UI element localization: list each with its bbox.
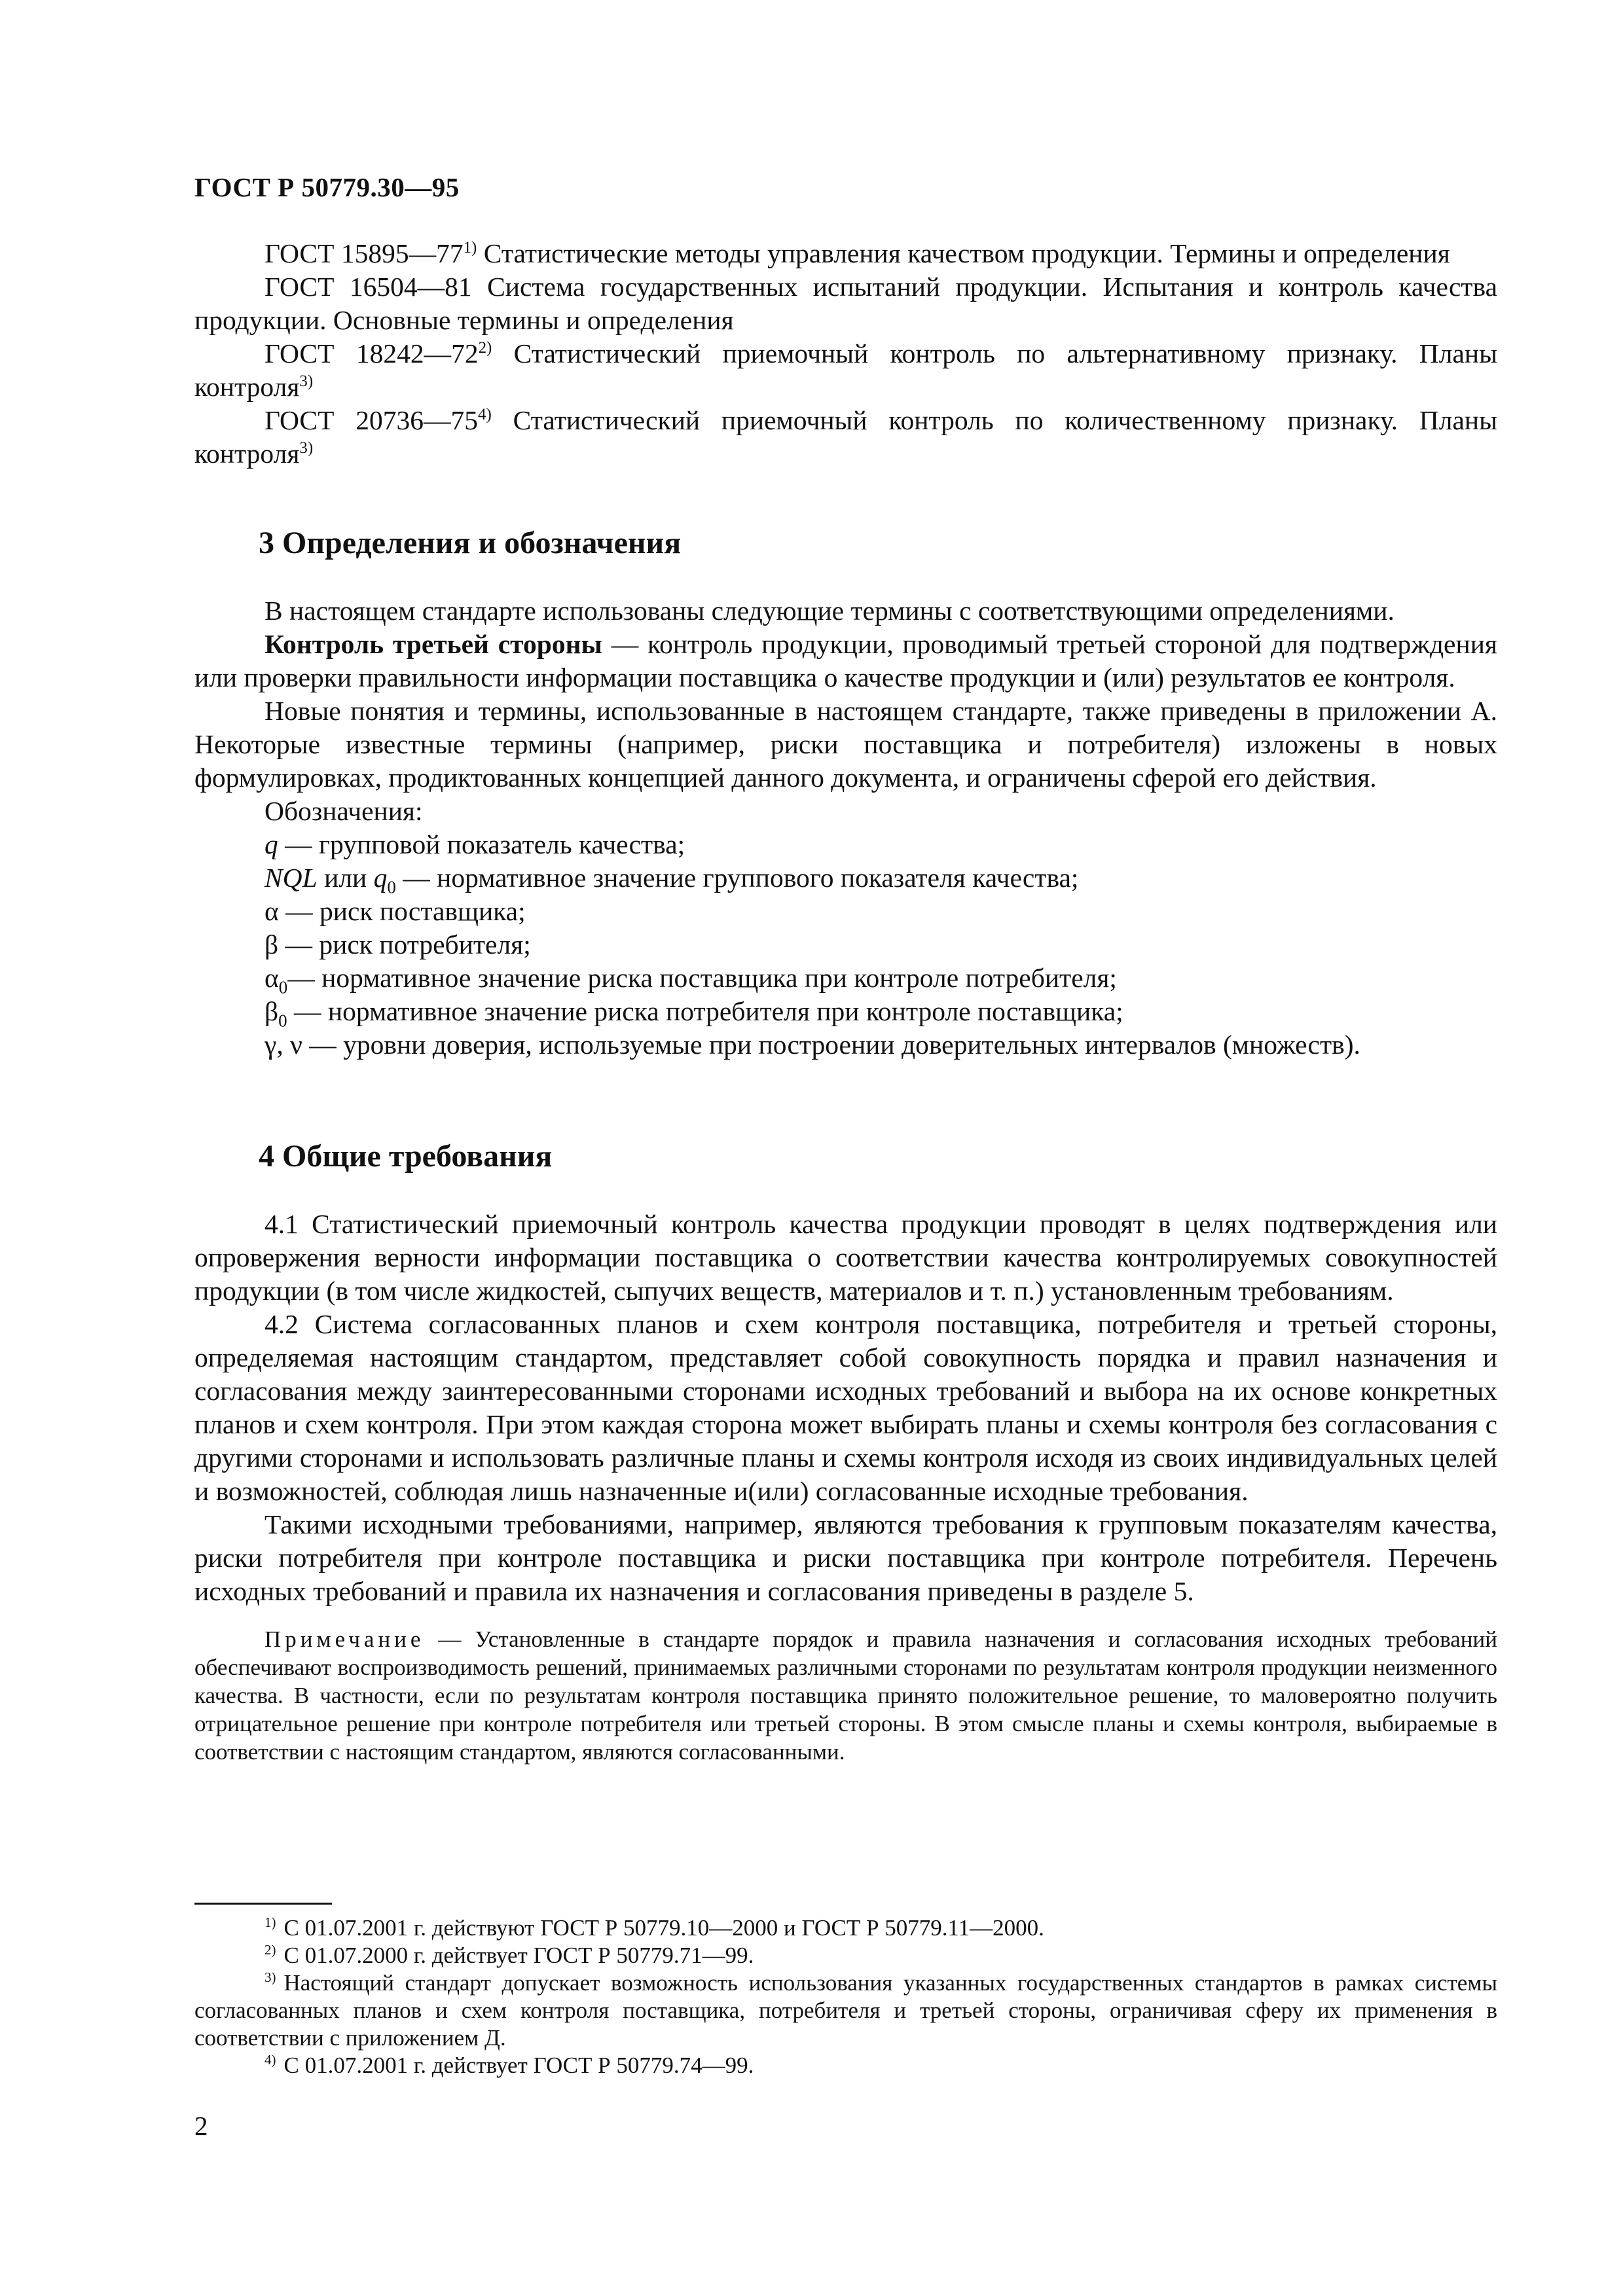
- footnote-separator: [194, 1903, 332, 1905]
- term-definition: Контроль третьей стороны — контроль продукции, проводимый третьей стороной для подтверждения или проверки правильности информации поставщика о качестве продукции и (или) результатов ее контроля.: [194, 629, 1497, 692]
- footnote: $^{1)}$ С 01.07.2001 г. действуют ГОСТ Р 50779.10—2000 и ГОСТ Р 50779.11—2000.: [264, 1914, 1044, 1941]
- paragraph: Новые понятия и термины, использованные в настоящем стандарте, также приведены в приложении А. Некоторые известные термины (например, риски поставщика и потребителя) изложены в новых формулировках, продиктованных концепцией данного документа, и ограничены сферой его действия.: [194, 696, 1497, 793]
- symbol-line: γ, ν — уровни доверия, используемые при построении доверительных интервалов (множеств).: [264, 1030, 1360, 1060]
- section-heading: 3 Определения и обозначения: [259, 526, 682, 560]
- running-header: ГОСТ Р 50779.30—95: [194, 172, 460, 202]
- symbol-line: α — риск поставщика;: [264, 896, 526, 926]
- paragraph: Такими исходными требованиями, например, являются требования к групповым показателям качества, риски потребителя при контроле поставщика и риски поставщика при контроле потребителя. Перечень исходных требований и правила их назначения и согласования приведены в разделе 5.: [194, 1509, 1497, 1606]
- reference-item: ГОСТ 20736—75$^{4)}$ Статистический приемочный контроль по количественному признаку. Планы контроля$^{3)}$: [194, 405, 1497, 469]
- footnotes: [194, 1914, 1497, 2079]
- section-3: [194, 524, 1497, 1062]
- paragraph: 4.1 Статистический приемочный контроль качества продукции проводят в целях подтверждения или опровержения верности информации поставщика о соответствии качества контролируемых совокупностей продукции (в том числе жидкостей, сыпучих веществ, материалов и т. п.) установленным требованиям.: [194, 1209, 1497, 1306]
- page-number: 2: [194, 2111, 208, 2141]
- symbol-line: q — групповой показатель качества;: [264, 829, 685, 859]
- symbol-line: β — риск потребителя;: [264, 929, 531, 960]
- paragraph: 4.2 Система согласованных планов и схем контроля поставщика, потребителя и третьей стороны, определяемая настоящим стандартом, представляет собой совокупность порядка и правил назначения и согласования между заинтересованными сторонами исходных требований и выбора на их основе конкретных планов и схем контроля. При этом каждая сторона может выбирать планы и схемы контроля без согласования с другими сторонами и использовать различные планы и схемы контроля исходя из своих индивидуальных целей и возможностей, соблюдая лишь назначенные и(или) согласованные исходные требования.: [194, 1309, 1497, 1506]
- reference-item: ГОСТ 15895—77$^{1)}$ Статистические методы управления качеством продукции. Термины и определения: [264, 238, 1450, 268]
- normative-references: [194, 237, 1497, 471]
- symbol-line: $\beta_0$ — нормативное значение риска потребителя при контроле поставщика;: [264, 996, 1123, 1031]
- reference-item: ГОСТ 18242—72$^{2)}$ Статистический приемочный контроль по альтернативному признаку. Планы контроля$^{3)}$: [194, 338, 1497, 402]
- note-label: Примечание: [264, 1626, 425, 1652]
- footnote: $^{4)}$ С 01.07.2001 г. действует ГОСТ Р 50779.74—99.: [264, 2052, 754, 2078]
- note: Примечание — Установленные в стандарте порядок и правила назначения и согласования исходных требований обеспечивают воспроизводимость решений, принимаемых различными сторонами по результатам контроля продукции неизменного качества. В частности, если по результатам контроля поставщика принято положительное решение, то маловероятно получить отрицательное решение при контроле потребителя или третьей стороны. В этом смысле планы и схемы контроля, выбираемые в соответствии с настоящим стандартом, являются согласованными.: [194, 1626, 1497, 1765]
- symbol-line: $\alpha_0—$ нормативное значение риска поставщика при контроле потребителя;: [264, 963, 1117, 997]
- symbol-line: NQL или $q_0$ — нормативное значение группового показателя качества;: [264, 863, 1079, 897]
- section-heading: 4 Общие требования: [259, 1139, 553, 1174]
- term: Контроль третьей стороны: [264, 629, 602, 659]
- reference-item: ГОСТ 16504—81 Система государственных испытаний продукции. Испытания и контроль качества продукции. Основные термины и определения: [194, 272, 1498, 335]
- footnote: $^{3)}$ Настоящий стандарт допускает возможность использования указанных государственных стандартов в рамках системы согласованных планов и схем контроля поставщика, потребителя и третьей стороны, ограничивая сферу их применения в соответствии с приложением Д.: [194, 1969, 1497, 2051]
- paragraph: В настоящем стандарте использованы следующие термины с соответствующими определениями.: [264, 596, 1395, 626]
- section-4: [194, 1137, 1497, 1766]
- footnote: $^{2)}$ С 01.07.2000 г. действует ГОСТ Р 50779.71—99.: [264, 1942, 754, 1968]
- symbols-label: Обозначения:: [264, 796, 423, 826]
